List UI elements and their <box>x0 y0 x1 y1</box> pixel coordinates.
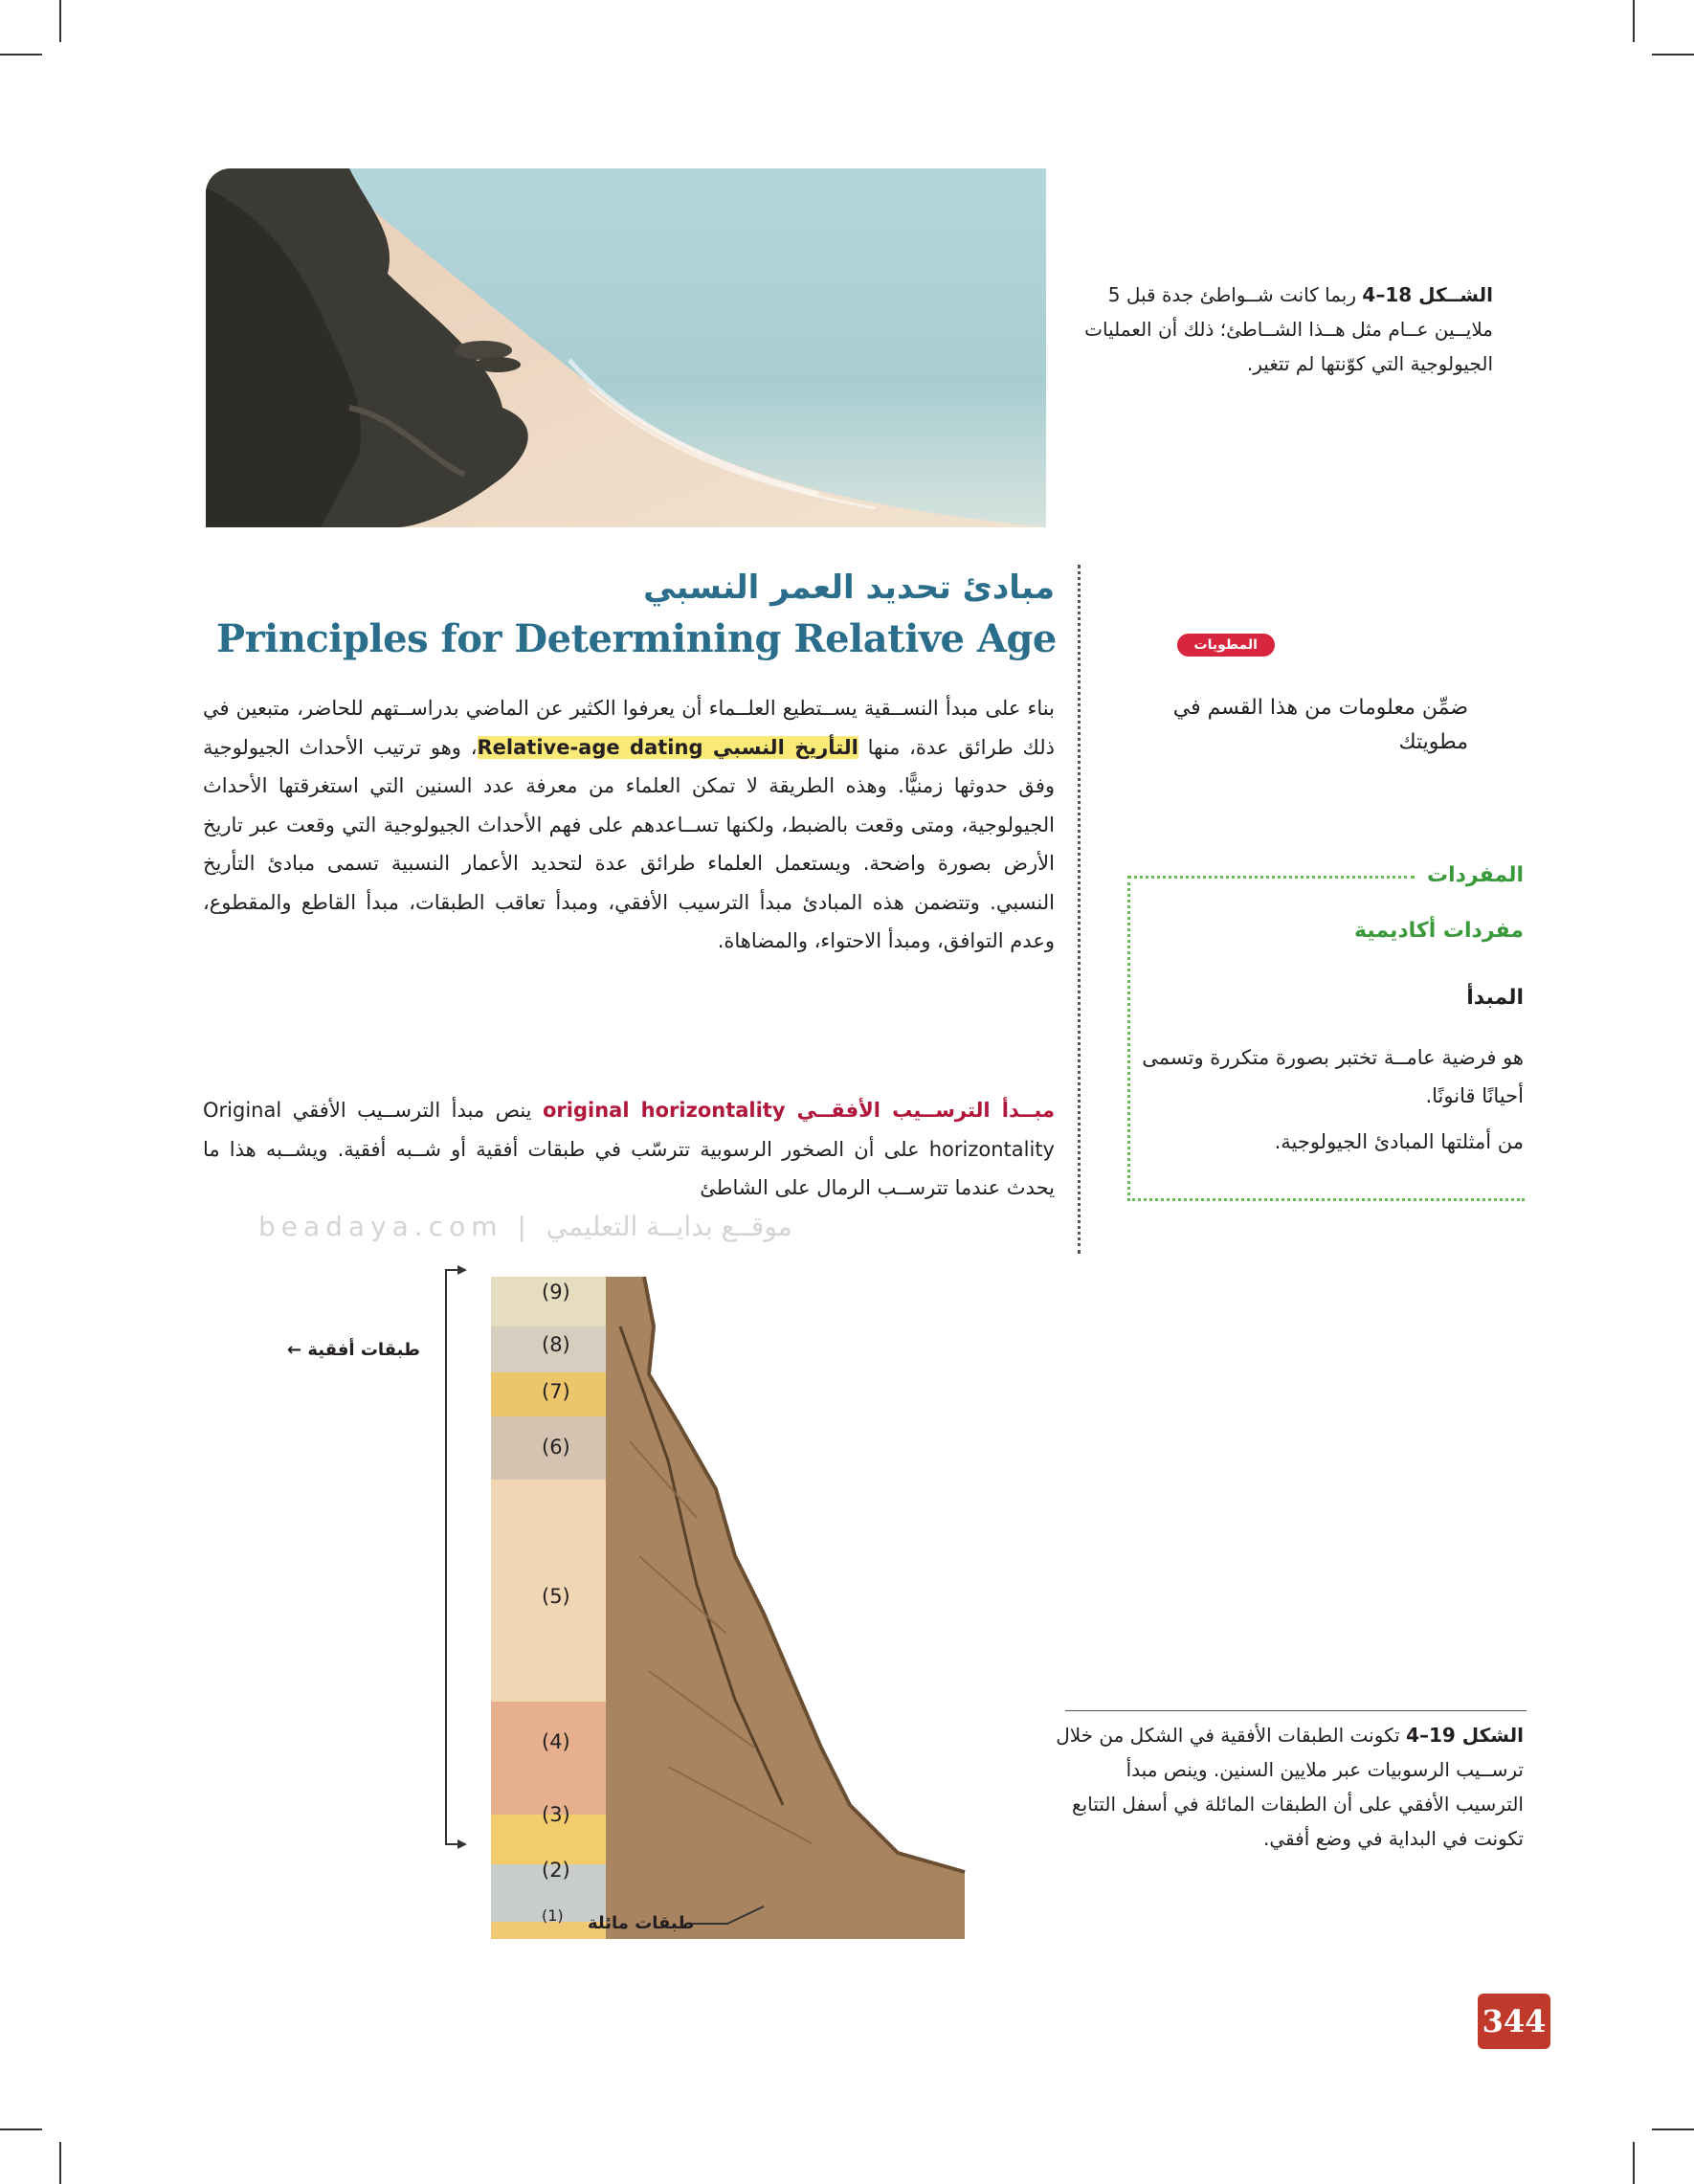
layer-label-1: (1) <box>542 1906 564 1925</box>
figure-18-text: ربما كانت شــواطئ جدة قبل 5 ملايــين عــام مثل هــذا الشــاطئ؛ ذلك أن العمليات الجيولوجية التي كوّنتها لم تتغير. <box>1084 283 1493 375</box>
figure-18-caption <box>1072 278 1493 381</box>
column-divider <box>1078 565 1081 1254</box>
crop-mark <box>59 0 61 42</box>
academic-vocab-title: مفردات أكاديمية <box>1354 919 1524 943</box>
crop-mark <box>1652 2128 1694 2130</box>
horizontal-layers-text: طبقات أفقية <box>307 1340 420 1360</box>
vocab-title: المفردات <box>1421 863 1524 887</box>
layer-label-8: (8) <box>542 1333 570 1356</box>
layer-label-9: (9) <box>542 1281 570 1304</box>
principle-heading: مبــدأ الترســيب الأفقــي original horizontality <box>543 1099 1056 1122</box>
paragraph-relative-age <box>203 689 1055 961</box>
layer-label-6: (6) <box>542 1436 570 1459</box>
layer-label-2: (2) <box>542 1859 570 1882</box>
layer-label-3: (3) <box>542 1803 570 1826</box>
keyword-relative-age-dating: التأريخ النسبي Relative-age dating <box>477 735 858 759</box>
foldables-text: ضمِّن معلومات من هذا القسم في مطويتك <box>1172 696 1468 754</box>
figure-18-label: الشــكل 18–4 <box>1362 283 1493 306</box>
section-title-en: Principles for Determining Relative Age <box>216 616 1057 661</box>
vocab-term: المبدأ <box>1466 986 1524 1010</box>
vocab-definition <box>1141 1038 1524 1161</box>
page-number: 344 <box>1478 1994 1550 2049</box>
figure-19-label: الشكل 19–4 <box>1406 1724 1524 1747</box>
vocab-box-border <box>1127 876 1415 879</box>
beach-photo <box>206 168 1046 527</box>
layer-label-4: (4) <box>542 1730 570 1753</box>
foldables-badge: المطويات <box>1177 634 1275 657</box>
vocab-box-border <box>1127 876 1130 1201</box>
figure-19-caption <box>1055 1718 1524 1856</box>
layer-label-7: (7) <box>542 1380 570 1403</box>
crop-mark <box>0 54 42 56</box>
figure-19-text: تكونت الطبقات الأفقية في الشكل من خلال ترســيب الرسوبيات عبر ملايين السنين. وينص مبدأ الترسيب الأفقي على أن الطبقات المائلة في أسفل التتابع تكونت في البداية في وضع أفقي. <box>1056 1724 1524 1850</box>
arrow-icon: ← <box>287 1340 302 1360</box>
paragraph-text: ينص مبدأ الترســيب الأفقي Original horizontality على أن الصخور الرسوبية تترسّب في طبقات أفقية أو شــبه أفقية. ويشــبه هذا ما يحدث عندما تترســب الرمال على الشاطئ <box>203 1099 1055 1199</box>
section-title-ar: مبادئ تحديد العمر النسبي <box>643 568 1055 607</box>
paragraph-original-horizontality <box>203 1091 1055 1208</box>
caption-rule <box>1065 1710 1527 1711</box>
tilted-layers-label: طبقات مائلة <box>588 1913 695 1933</box>
paragraph-text: بناء على مبدأ النســقية يســتطيع العلــماء أن يعرفوا الكثير عن الماضي بدراســتهم للحاضر، متبعين في ذلك طرائق عدة، منها <box>203 697 1055 759</box>
crop-mark <box>0 2128 42 2130</box>
definition-line: من أمثلتها المبادئ الجيولوجية. <box>1274 1130 1524 1153</box>
horizontal-layers-label <box>287 1340 420 1360</box>
crop-mark <box>1633 2142 1635 2184</box>
crop-mark <box>1652 54 1694 56</box>
crop-mark <box>59 2142 61 2184</box>
pointer-line <box>689 1905 766 1943</box>
crop-mark <box>1633 0 1635 42</box>
paragraph-text: ، وهو ترتيب الأحداث الجيولوجية وفق حدوثها زمنيًّا. وهذه الطريقة لا تمكن العلماء من معرفة عدد السنين التي استغرقتها الأحداث الجيولوجية، ومتى وقعت بالضبط، ولكنها تســاعدهم على فهم الأحداث الجيولوجية التي وقعت عبر تاريخ الأرض بصورة واضحة. ويستعمل العلماء طرائق عدة لتحديد الأعمار النسبية تسمى مبادئ التأريخ النسبي. وتتضمن هذه المبادئ مبدأ الترسيب الأفقي، ومبدأ تعاقب الطبقات، مبدأ القاطع والمقطوع، وعدم التوافق، ومبدأ الاحتواء، والمضاهاة. <box>203 735 1055 952</box>
vocab-box-border <box>1127 1198 1525 1201</box>
layer-label-5: (5) <box>542 1585 570 1608</box>
watermark: beadaya.com | موقــع بدايــة التعليمي <box>258 1211 792 1242</box>
definition-line: هو فرضية عامــة تختبر بصورة متكررة وتسمى أحيانًا قانونًا. <box>1142 1046 1524 1107</box>
